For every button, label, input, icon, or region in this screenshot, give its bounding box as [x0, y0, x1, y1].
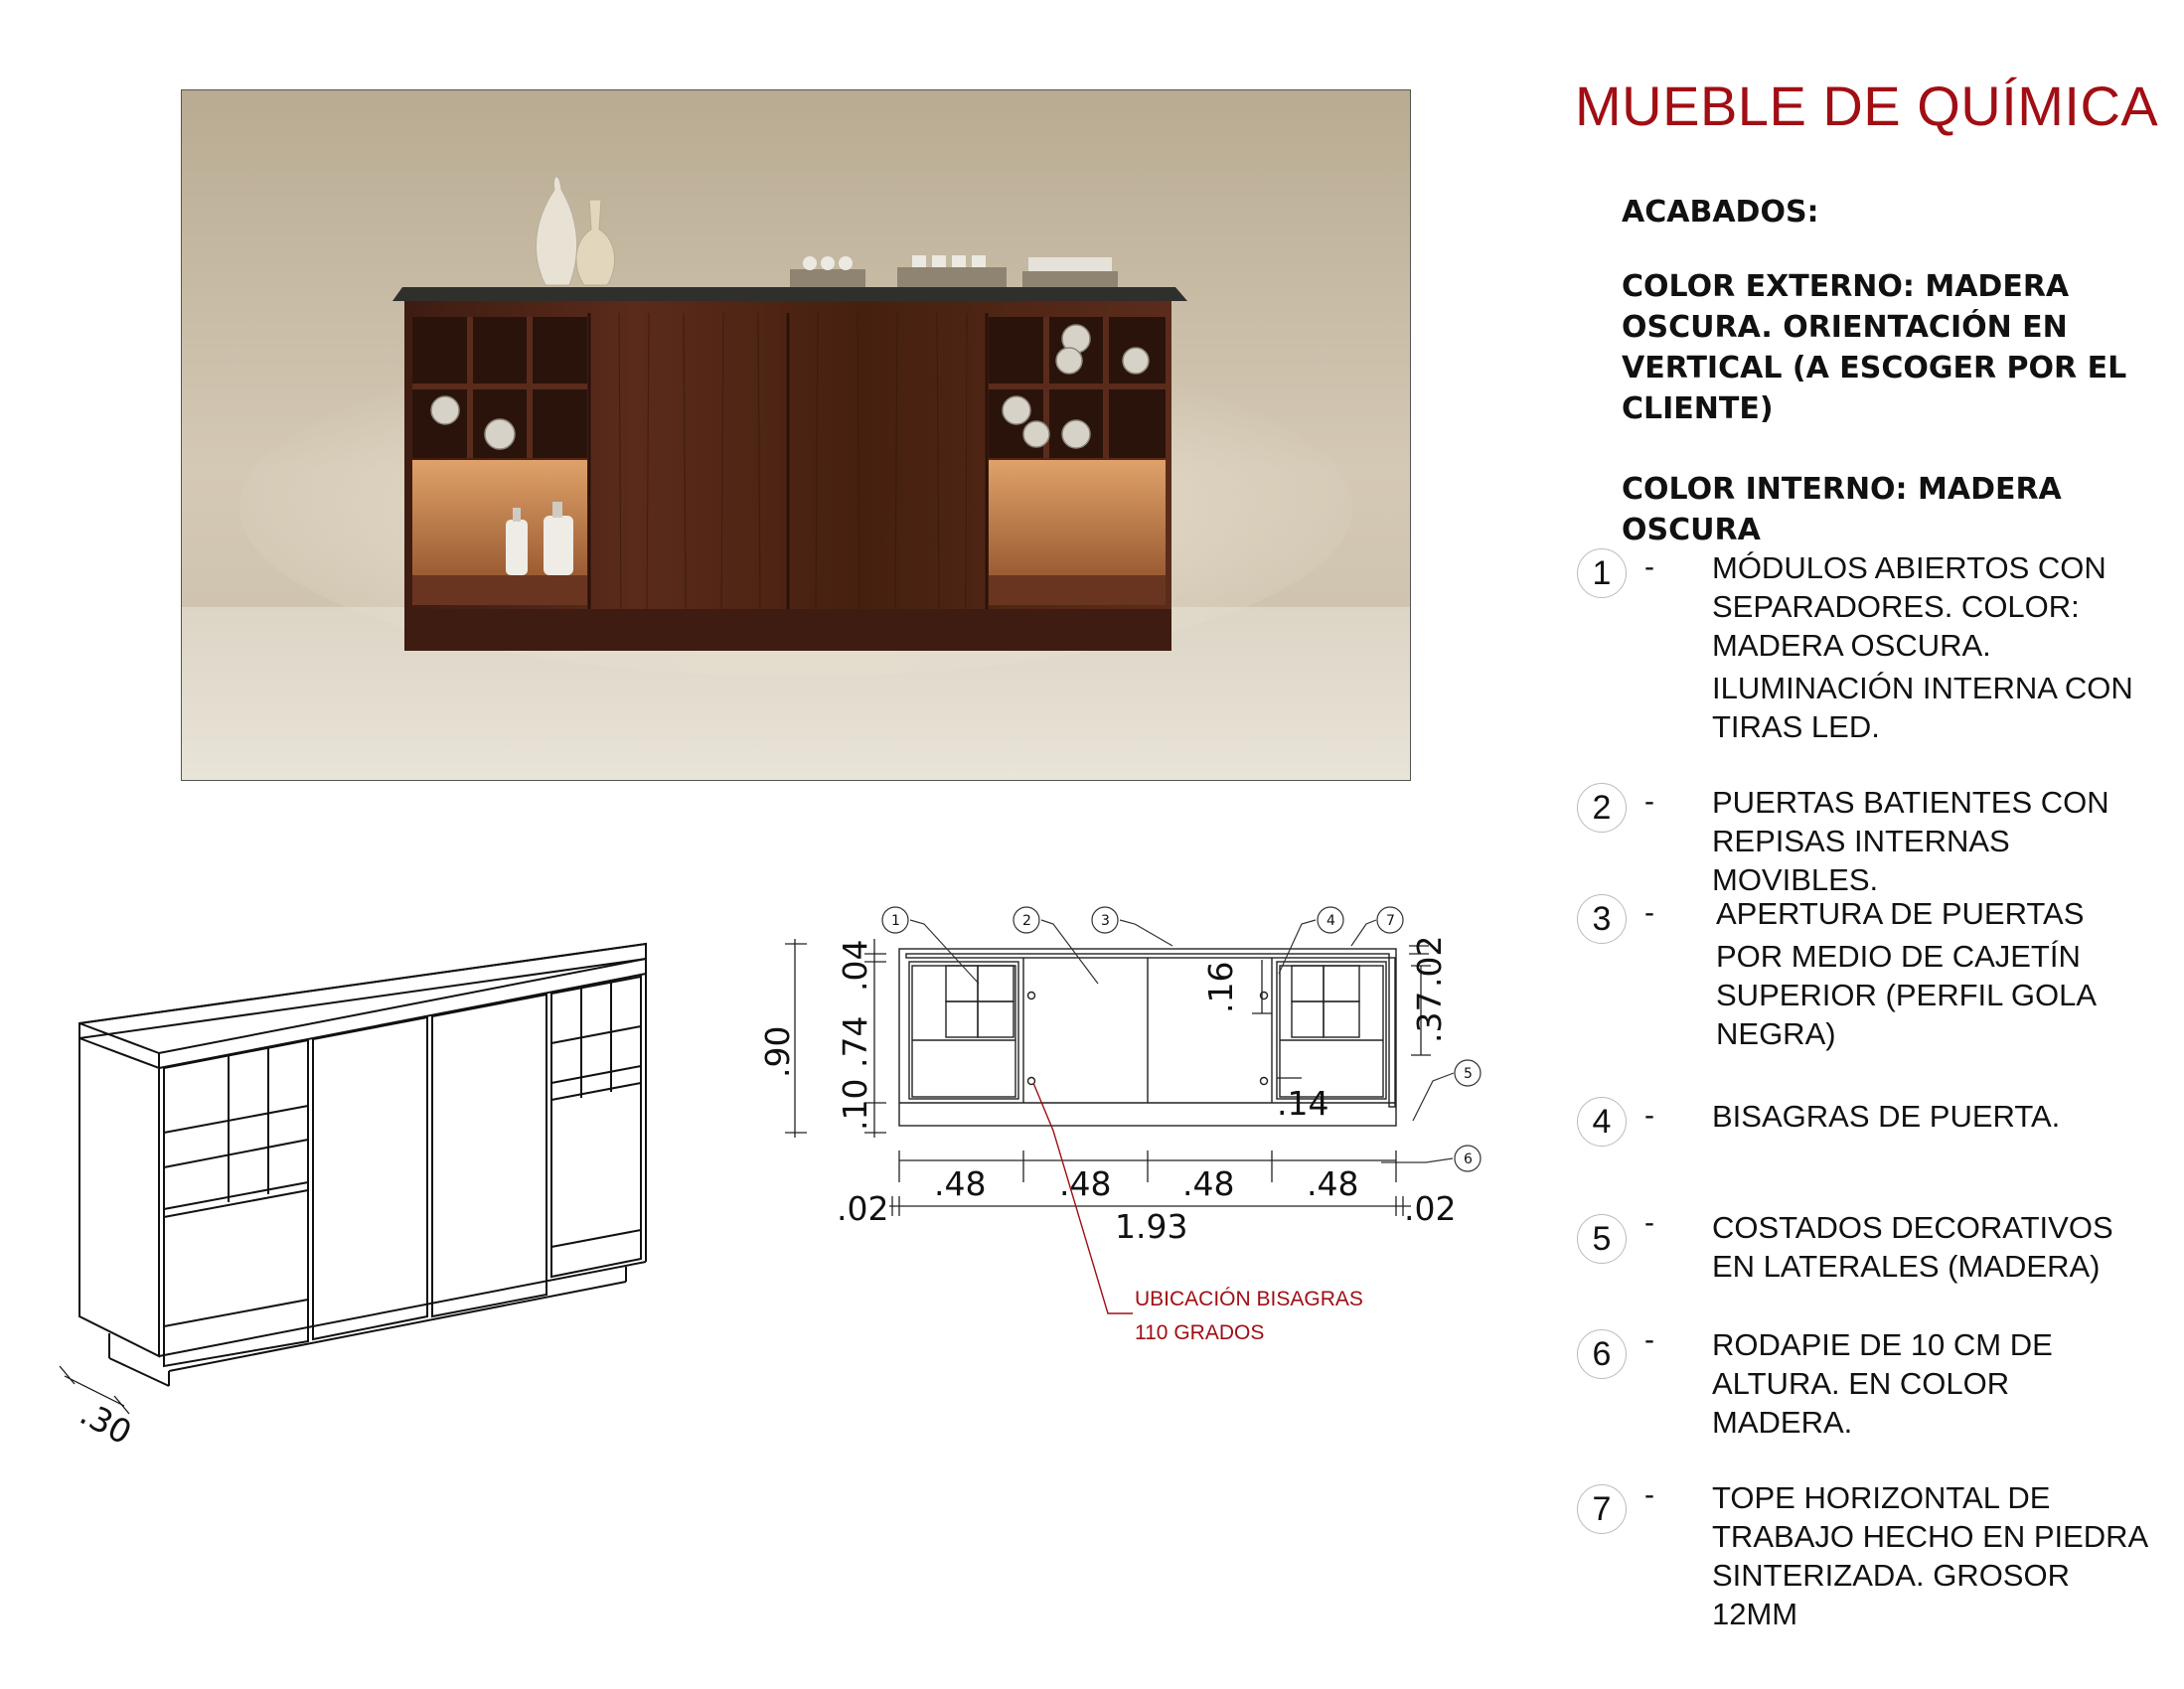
item-number-badge: 2 [1577, 783, 1627, 833]
item-line: 12MM [1712, 1597, 1798, 1631]
item-number-badge: 3 [1577, 894, 1627, 944]
dim-total-width: 1.93 [1115, 1207, 1188, 1246]
bubble-label: 6 [1464, 1152, 1473, 1167]
hinge-note-line: 110 GRADOS [1135, 1321, 1265, 1344]
item-line: TIRAS LED. [1712, 709, 1880, 744]
dim-side-right: .02 [1404, 1189, 1457, 1228]
item-text [1712, 1478, 2179, 1633]
elevation-drawing [758, 884, 1490, 1361]
finishes-external-line: OSCURA. ORIENTACIÓN EN [1622, 310, 2068, 345]
item-text [1716, 894, 2183, 1053]
item-line: MADERA OSCURA. [1712, 628, 1991, 663]
item-dash: - [1644, 1323, 1654, 1356]
finishes-external [1622, 266, 2178, 429]
item-line: PUERTAS BATIENTES CON [1712, 785, 2109, 820]
item-line: TOPE HORIZONTAL DE [1712, 1480, 2051, 1515]
finishes-heading: ACABADOS: [1622, 195, 1819, 230]
item-line: RODAPIE DE 10 CM DE [1712, 1327, 2053, 1362]
item-line: NEGRA) [1716, 1016, 1836, 1051]
item-line: REPISAS INTERNAS [1712, 824, 2010, 858]
dim-module-width: .48 [934, 1164, 987, 1203]
item-text [1712, 1097, 2179, 1136]
item-line: MÓDULOS ABIERTOS CON [1712, 550, 2106, 585]
item-line: MOVIBLES. [1712, 862, 1879, 897]
item-number-badge: 7 [1577, 1484, 1627, 1534]
dim-total-height: .90 [758, 1025, 797, 1078]
item-dash: - [1644, 896, 1654, 929]
item-dash: - [1644, 1478, 1654, 1511]
item-dash: - [1644, 1206, 1654, 1239]
bubble-label: 4 [1326, 913, 1335, 929]
item-text [1712, 548, 2179, 746]
hinge-note-line: UBICACIÓN BISAGRAS [1135, 1288, 1363, 1310]
item-line: TRABAJO HECHO EN PIEDRA [1712, 1519, 2149, 1554]
page-title: MUEBLE DE QUÍMICA [1575, 75, 2159, 137]
item-text [1712, 1208, 2179, 1286]
dim-hinge-inset: .14 [1277, 1084, 1329, 1123]
item-text [1712, 1325, 2179, 1442]
item-number-badge: 1 [1577, 548, 1627, 598]
item-line: SINTERIZADA. GROSOR [1712, 1558, 2070, 1593]
cabinet-render-image [181, 89, 1411, 781]
item-number-badge: 6 [1577, 1329, 1627, 1379]
dim-cubby-height: .37 [1410, 991, 1449, 1043]
dim-top-gap: .04 [836, 939, 874, 992]
item-line: COSTADOS DECORATIVOS [1712, 1210, 2113, 1245]
bubble-label: 5 [1464, 1066, 1473, 1082]
item-dash: - [1644, 1099, 1654, 1132]
isometric-drawing [70, 919, 666, 1456]
item-line: ILUMINACIÓN INTERNA CON [1712, 671, 2133, 705]
item-line: POR MEDIO DE CAJETÍN [1716, 939, 2081, 974]
dim-right-top: .02 [1410, 935, 1449, 988]
dim-module-width: .48 [1182, 1164, 1235, 1203]
item-line: BISAGRAS DE PUERTA. [1712, 1099, 2061, 1134]
item-dash: - [1644, 785, 1654, 818]
item-line: ALTURA. EN COLOR [1712, 1366, 2010, 1401]
iso-depth-label: .30 [74, 1393, 138, 1453]
dim-body: .74 [836, 1015, 874, 1068]
item-line: SEPARADORES. COLOR: [1712, 589, 2080, 624]
finishes-external-line: COLOR EXTERNO: MADERA [1622, 269, 2070, 304]
item-text [1712, 783, 2179, 899]
item-line: MADERA. [1712, 1405, 1853, 1440]
item-number-badge: 5 [1577, 1214, 1627, 1264]
item-dash: - [1644, 550, 1654, 583]
finishes-external-line: CLIENTE) [1622, 391, 1774, 426]
item-line: EN LATERALES (MADERA) [1712, 1249, 2101, 1284]
item-line: APERTURA DE PUERTAS [1716, 896, 2085, 931]
item-number-badge: 4 [1577, 1097, 1627, 1147]
bubble-label: 2 [1022, 913, 1031, 929]
dim-plinth: .10 [836, 1078, 874, 1131]
bubble-label: 3 [1101, 913, 1110, 929]
item-line: SUPERIOR (PERFIL GOLA [1716, 978, 2097, 1012]
dim-side-left: .02 [837, 1189, 889, 1228]
dim-hinge-offset: .16 [1201, 961, 1240, 1013]
bubble-label: 1 [891, 913, 900, 929]
dim-module-width: .48 [1307, 1164, 1359, 1203]
bubble-label: 7 [1386, 913, 1395, 929]
finishes-external-line: VERTICAL (A ESCOGER POR EL [1622, 351, 2127, 385]
dim-module-width: .48 [1059, 1164, 1112, 1203]
finishes-internal: COLOR INTERNO: MADERA OSCURA [1622, 472, 2062, 547]
